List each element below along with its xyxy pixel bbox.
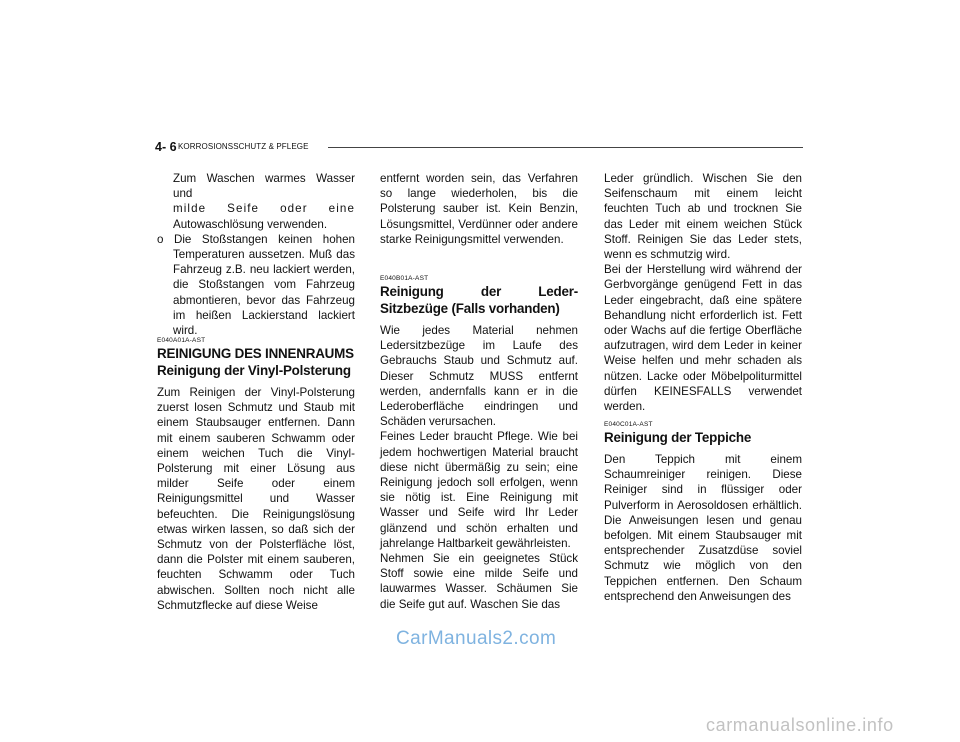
body-paragraph: Wie jedes Material nehmen Ledersitzbezüge im Laufe des Gebrauchs Staub und Schmutz auf. Dieser Schmutz MUSS entfernt werden, andernfalls kann er in die Lederoberfläche eindringen und Schäden verursachen. xyxy=(380,324,578,429)
continued-text-line: Zum Waschen warmes Wasser und xyxy=(173,172,355,201)
section-heading: REINIGUNG DES INNENRAUMS xyxy=(157,346,354,361)
section-code: E040A01A-AST xyxy=(157,337,206,344)
body-paragraph: Feines Leder braucht Pflege. Wie bei jedem hochwertigen Material braucht diese nicht übermäßig zu sein; eine Reinigung jedoch soll erfolgen, wenn sie nötig ist. Eine Reinigung mit Wasser und Seife wird Ihr Leder glänzend und schön erhalten und jahrelange Haltbarkeit gewährleisten. xyxy=(380,430,578,550)
body-paragraph: Den Teppich mit einem Schaumreiniger reinigen. Diese Reiniger sind in flüssiger oder Pulverform in Aerosoldosen erhältlich. Die Anweisungen lesen und genau befolgen. Mit einem Staubsauger mit entsprechender Zusatzdüse soviel Schmutz wie möglich von den Teppichen entfernen. Den Schaum entsprechend den Anweisungen des xyxy=(604,453,802,603)
page-header xyxy=(155,140,803,156)
body-paragraph: Nehmen Sie ein geeignetes Stück Stoff sowie eine milde Seife und lauwarmes Wasser. Schäumen Sie die Seife gut auf. Waschen Sie das xyxy=(380,552,578,611)
section-title: KORROSIONSSCHUTZ & PFLEGE xyxy=(178,142,309,151)
continued-paragraph: Leder gründlich. Wischen Sie den Seifenschaum mit einem leicht feuchten Tuch ab und trocknen Sie das Leder mit einem weichen Stück Stoff. Reinigen Sie das Leder stets, wenn es schmutzig wird. xyxy=(604,172,802,262)
body-paragraph: Bei der Herstellung wird während der Gerbvorgänge genügend Fett in das Leder eingebracht, daß eine spätere Behandlung nicht erforderlich ist. Fett oder Wachs auf die fertige Oberfläche aufzutragen, wird dem Leder in keiner Weise helfen und mehr schaden als nützen. Lacke oder Möbelpoliturmittel dürfen KEINESFALLS verwendet werden. xyxy=(604,263,802,414)
footer-watermark: carmanualsonline.info xyxy=(706,715,894,735)
section-carpet xyxy=(604,421,802,604)
section-code: E040B01A-AST xyxy=(380,275,429,282)
continued-paragraph: entfernt worden sein, das Verfahren so lange wiederholen, bis die Polsterung sauber ist. Kein Benzin, Lösungsmittel, Verdünner oder andere starke Reinigungsmittel verwenden. xyxy=(380,172,578,246)
column-left xyxy=(157,171,355,338)
column-middle xyxy=(380,171,578,247)
section-interior xyxy=(157,337,355,613)
page-number: 4- 6 xyxy=(155,140,177,154)
site-watermark: CarManuals2.com xyxy=(396,628,557,649)
section-heading: Reinigung der Leder-Sitzbezüge (Falls vorhanden) xyxy=(380,284,578,316)
body-paragraph: Zum Reinigen der Vinyl-Polsterung zuerst losen Schmutz und Staub mit einem Staubsauger entfernen. Dann mit einem sauberen Schwamm oder einem weichen Tuch die Vinyl-Polsterung mit einer Lösung aus milder Seife oder einem Reinigungsmittel und Wasser befeuchten. Die Reinigungslösung etwas wirken lassen, so daß sich der Schmutz von der Polsterfläche löst, dann die Polster mit einem sauberen, feuchten Schwamm oder Tuch abwischen. Sollten noch nicht alle Schmutzflecke auf diese Weise xyxy=(157,386,355,612)
bumper-bullet: o Die Stoßstangen keinen hohen Temperaturen aussetzen. Muß das Fahrzeug z.B. neu lackiert werden, die Stoßstangen vom Fahrzeug abmontieren, bevor das Fahrzeug im heißen Lackierstand lackiert wird. xyxy=(157,232,355,338)
section-heading: Reinigung der Teppiche xyxy=(604,430,752,445)
continued-text-line: Autowaschlösung verwenden. xyxy=(173,217,328,231)
section-code: E040C01A-AST xyxy=(604,421,653,428)
continued-text-line: milde Seife oder eine xyxy=(173,202,355,216)
column-right xyxy=(604,171,802,414)
section-leather xyxy=(380,275,578,612)
header-rule xyxy=(328,147,803,148)
sub-heading: Reinigung der Vinyl-Polsterung xyxy=(157,363,351,378)
